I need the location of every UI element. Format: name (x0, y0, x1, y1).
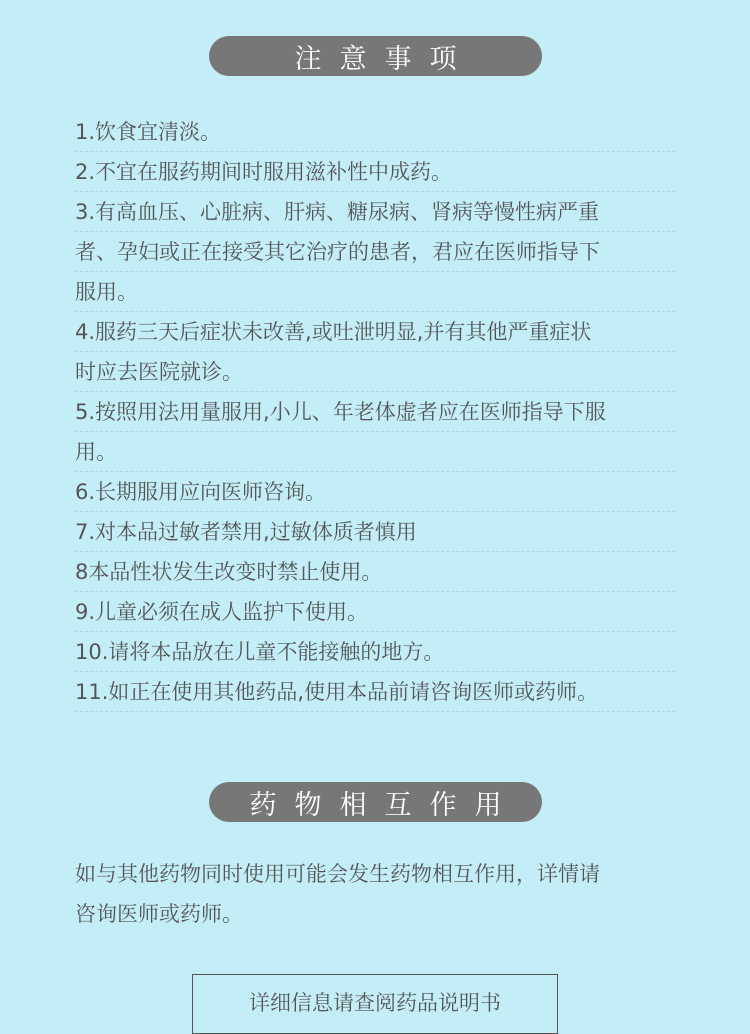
precaution-line: 8本品性状发生改变时禁止使用。 (75, 552, 675, 592)
interaction-line: 如与其他药物同时使用可能会发生药物相互作用，详情请 (75, 862, 600, 886)
precaution-line: 服用。 (75, 272, 675, 312)
precaution-line: 11.如正在使用其他药品,使用本品前请咨询医师或药师。 (75, 672, 675, 712)
interaction-text (75, 854, 680, 934)
precaution-line: 6.长期服用应向医师咨询。 (75, 472, 675, 512)
precaution-line: 用。 (75, 432, 675, 472)
precaution-line: 4.服药三天后症状未改善,或吐泄明显,并有其他严重症状 (75, 312, 675, 352)
instructions-note: 详细信息请查阅药品说明书 (192, 974, 558, 1034)
precaution-line: 者、孕妇或正在接受其它治疗的患者，君应在医师指导下 (75, 232, 675, 272)
precaution-line: 2.不宜在服药期间时服用滋补性中成药。 (75, 152, 675, 192)
precautions-list (75, 112, 675, 712)
precaution-line: 1.饮食宜清淡。 (75, 112, 675, 152)
precaution-line: 5.按照用法用量服用,小儿、年老体虚者应在医师指导下服 (75, 392, 675, 432)
precaution-line: 10.请将本品放在儿童不能接触的地方。 (75, 632, 675, 672)
precaution-line: 3.有高血压、心脏病、肝病、糖尿病、肾病等慢性病严重 (75, 192, 675, 232)
precautions-title: 注意事项 (209, 36, 542, 76)
precaution-line: 9.儿童必须在成人监护下使用。 (75, 592, 675, 632)
precaution-line: 时应去医院就诊。 (75, 352, 675, 392)
interaction-title: 药物相互作用 (209, 782, 542, 822)
interaction-line: 咨询医师或药师。 (75, 902, 243, 926)
precaution-line: 7.对本品过敏者禁用,过敏体质者慎用 (75, 512, 675, 552)
